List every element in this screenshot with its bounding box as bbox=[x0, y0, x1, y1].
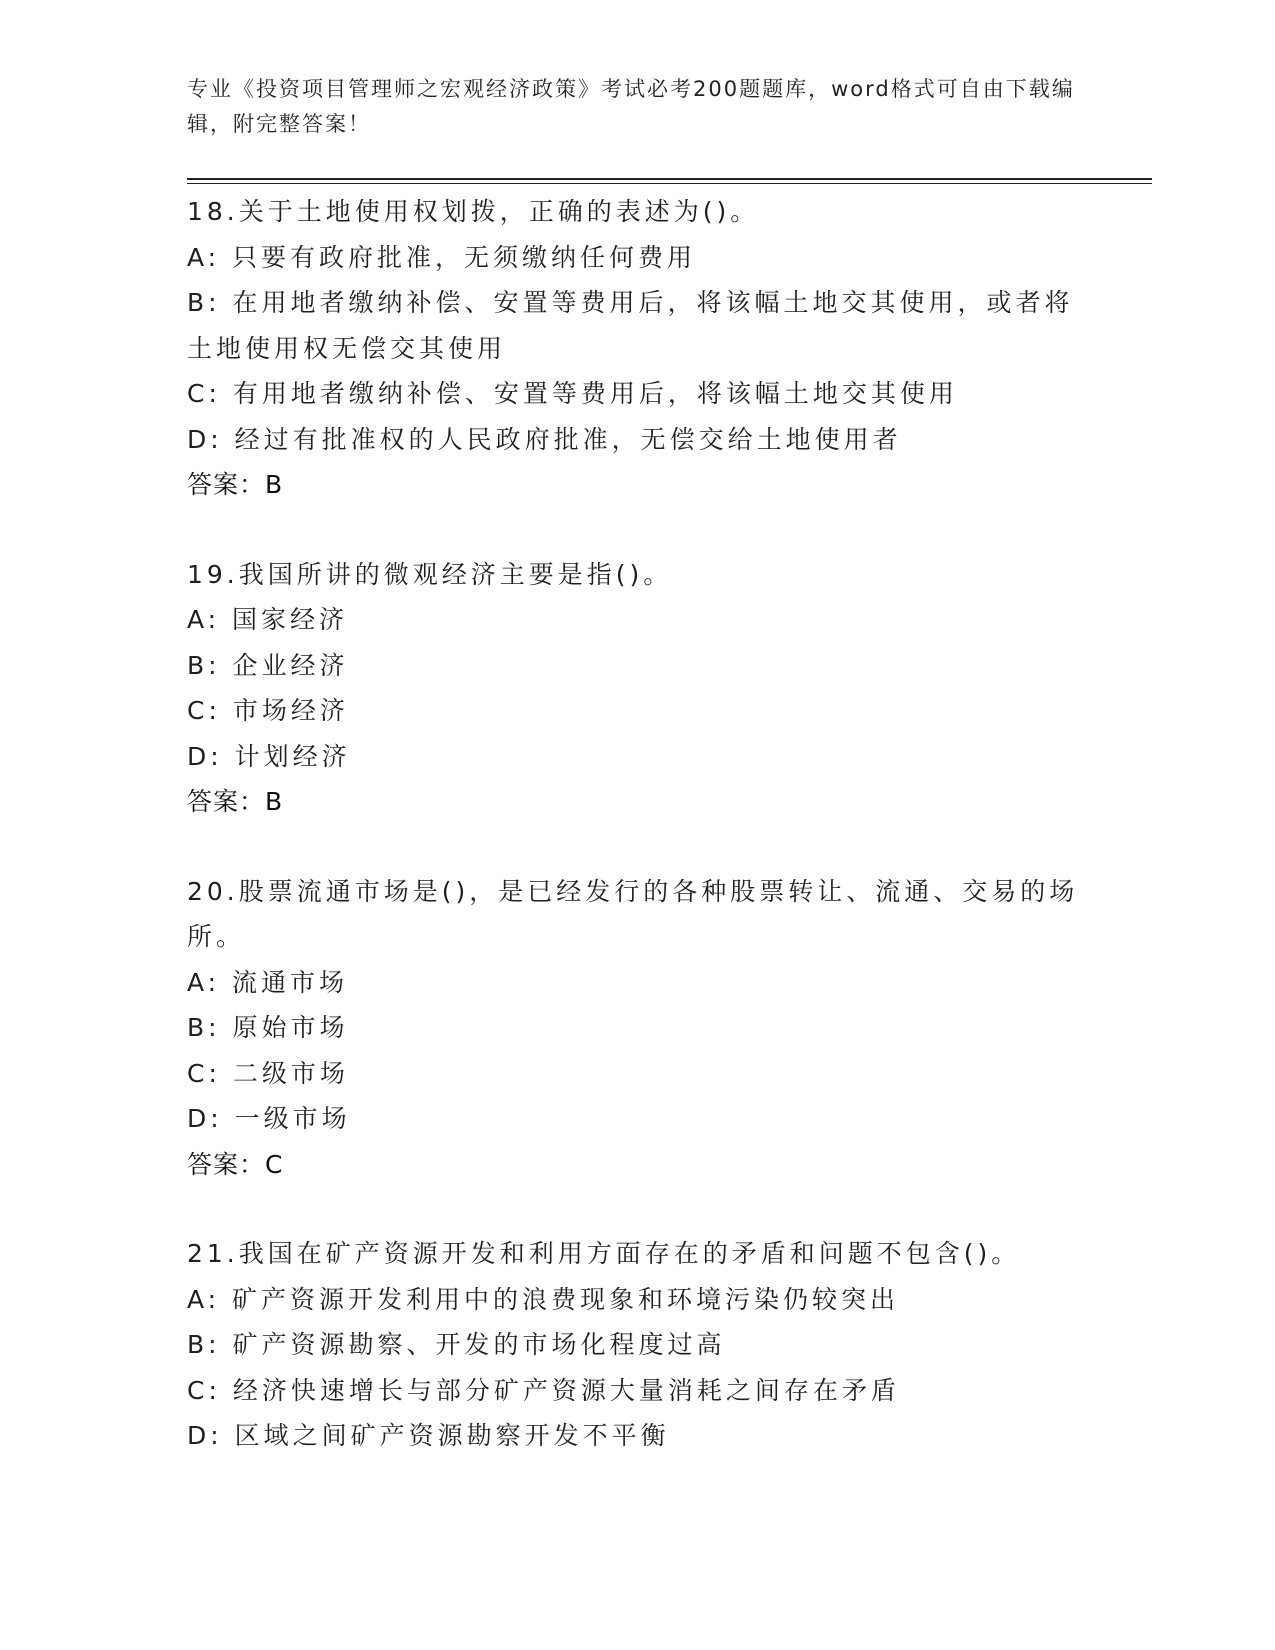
question-20 bbox=[187, 869, 1087, 1188]
document-header: 专业《投资项目管理师之宏观经济政策》考试必考200题题库，word格式可自由下载编辑，附完整答案！ bbox=[187, 77, 1075, 136]
option-c: C: 经济快速增长与部分矿产资源大量消耗之间存在矛盾 bbox=[187, 1375, 900, 1405]
question-19 bbox=[187, 552, 1087, 825]
option-c: C: 市场经济 bbox=[187, 696, 349, 725]
answer-label: 答案：B bbox=[187, 470, 284, 499]
option-b: B: 企业经济 bbox=[187, 650, 349, 680]
question-stem: 20.股票流通市场是()，是已经发行的各种股票转让、流通、交易的场所。 bbox=[187, 876, 1079, 951]
option-d: D: 计划经济 bbox=[187, 741, 351, 771]
option-a: A: 流通市场 bbox=[187, 967, 349, 997]
option-b: B: 矿产资源勘察、开发的市场化程度过高 bbox=[187, 1330, 726, 1359]
header-rule-thick bbox=[187, 178, 1152, 180]
option-a: A: 只要有政府批准，无须缴纳任何费用 bbox=[187, 242, 697, 272]
option-a: A: 国家经济 bbox=[187, 605, 349, 634]
option-d: D: 经过有批准权的人民政府批准，无偿交给土地使用者 bbox=[187, 424, 902, 454]
option-b: B: 在用地者缴纳补偿、安置等费用后，将该幅土地交其使用，或者将土地使用权无偿交其使用 bbox=[187, 288, 1074, 363]
question-stem: 21.我国在矿产资源开发和利用方面存在的矛盾和问题不包含()。 bbox=[187, 1239, 1021, 1268]
option-b: B: 原始市场 bbox=[187, 1013, 349, 1042]
option-a: A: 矿产资源开发利用中的浪费现象和环境污染仍较突出 bbox=[187, 1284, 900, 1314]
option-d: D: 区域之间矿产资源勘察开发不平衡 bbox=[187, 1421, 670, 1450]
option-d: D: 一级市场 bbox=[187, 1104, 351, 1133]
option-c: C: 二级市场 bbox=[187, 1058, 349, 1088]
question-stem: 19.我国所讲的微观经济主要是指()。 bbox=[187, 559, 673, 589]
answer-label: 答案：B bbox=[187, 787, 284, 816]
question-list bbox=[187, 189, 1087, 1459]
answer-label: 答案：C bbox=[187, 1149, 284, 1179]
header-rule-thin bbox=[187, 183, 1152, 184]
option-c: C: 有用地者缴纳补偿、安置等费用后，将该幅土地交其使用 bbox=[187, 379, 958, 408]
question-21 bbox=[187, 1231, 1087, 1459]
question-18 bbox=[187, 189, 1087, 508]
question-stem: 18.关于土地使用权划拨，正确的表述为()。 bbox=[187, 197, 760, 226]
